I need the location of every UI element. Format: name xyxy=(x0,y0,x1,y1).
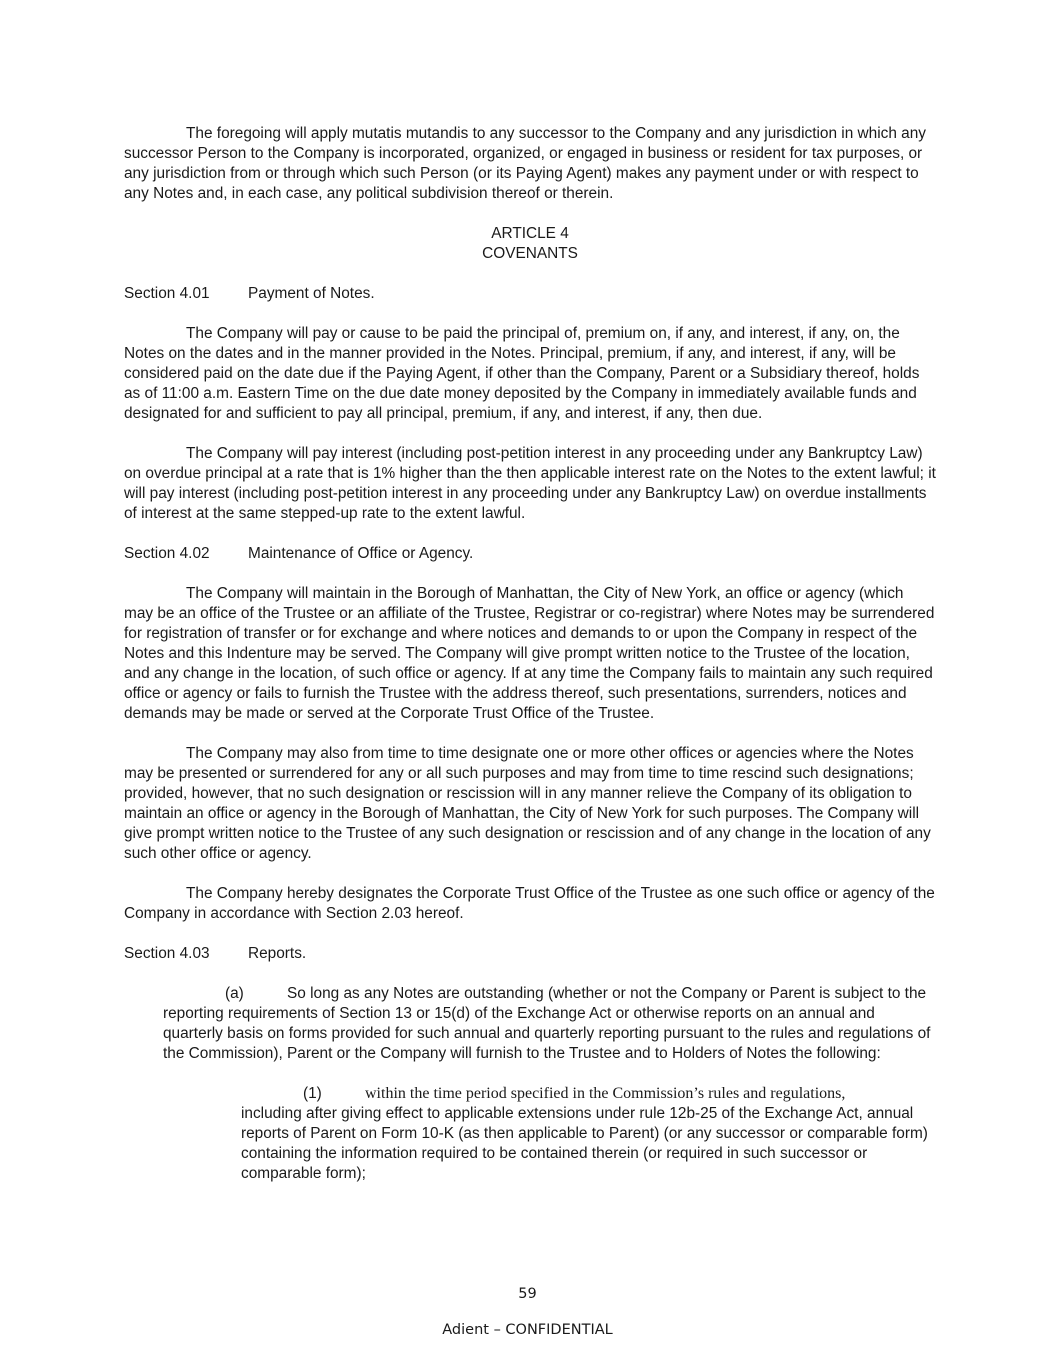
article-title: COVENANTS xyxy=(482,245,578,262)
section-title: Payment of Notes. xyxy=(248,285,375,302)
section-number: Section 4.02 xyxy=(124,545,210,562)
article-number: ARTICLE 4 xyxy=(491,225,569,242)
subsection-a xyxy=(163,984,936,1064)
subsection-text: So long as any Notes are outstanding (whether or not the Company or Parent is subject to the reporting requirements of Section 13 or 15(d) of the Exchange Act or otherwise reports on an annual and quarterly basis on forms provided for such annual and quarterly reporting pursuant to the rules and regulations of the Commission), Parent or the Company will furnish to the Trustee and to Holders of Notes the following: xyxy=(163,985,931,1062)
section-title: Maintenance of Office or Agency. xyxy=(248,545,474,562)
confidential-footer: Adient – CONFIDENTIAL xyxy=(442,1322,613,1338)
page-number: 59 xyxy=(518,1286,537,1302)
section-heading-4-03 xyxy=(124,944,936,964)
section-heading-4-01 xyxy=(124,284,936,304)
paragraph: The Company will pay interest (including post-petition interest in any proceeding under any Bankruptcy Law) on overdue principal at a rate that is 1% higher than the then applicable interest rate on the Notes to the extent lawful; it will pay interest (including post-petition interest in any proceeding under any Bankruptcy Law) on overdue installments of interest at the same stepped-up rate to the extent lawful. xyxy=(124,445,936,522)
clause-1 xyxy=(241,1084,936,1184)
intro-paragraph: The foregoing will apply mutatis mutandis to any successor to the Company and any jurisdiction in which any successor Person to the Company is incorporated, organized, or engaged in business or resident for tax purposes, or any jurisdiction from or through which such Person (or its Paying Agent) makes any payment under or with respect to any Notes and, in each case, any political subdivision thereof or therein. xyxy=(124,125,926,202)
document-page xyxy=(124,124,936,1204)
paragraph: The Company will maintain in the Borough of Manhattan, the City of New York, an office or agency (which may be an office of the Trustee or an affiliate of the Trustee, Registrar or co-registrar) where Notes may be surrendered for registration of transfer or for exchange and where notices and demands to or upon the Company in respect of the Notes and this Indenture may be served. The Company will give prompt written notice to the Trustee of the location, and any change in the location, of such office or agency. If at any time the Company fails to maintain any such required office or agency or fails to furnish the Trustee with the address thereof, such presentations, surrenders, notices and demands may be made or served at the Corporate Trust Office of the Trustee. xyxy=(124,585,935,722)
article-heading xyxy=(124,224,936,264)
section-number: Section 4.01 xyxy=(124,285,210,302)
paragraph: The Company hereby designates the Corporate Trust Office of the Trustee as one such office or agency of the Company in accordance with Section 2.03 hereof. xyxy=(124,885,935,922)
section-title: Reports. xyxy=(248,945,307,962)
section-heading-4-02 xyxy=(124,544,936,564)
paragraph: The Company will pay or cause to be paid the principal of, premium on, if any, and interest, if any, on, the Notes on the dates and in the manner provided in the Notes. Principal, premium, if any, and interest, if any, will be considered paid on the date due if the Paying Agent, if other than the Company, Parent or a Subsidiary thereof, holds as of 11:00 a.m. Eastern Time on the due date money deposited by the Company in immediately available funds and designated for and sufficient to pay all principal, premium, if any, and interest, if any, then due. xyxy=(124,325,920,422)
section-number: Section 4.03 xyxy=(124,945,210,962)
clause-text: including after giving effect to applicable extensions under rule 12b-25 of the Exchange Act, annual reports of Parent on Form 10-K (as then applicable to Parent) (or any successor or comparable form) containing the information required to be contained therein (or required in such successor or comparable form); xyxy=(241,1105,928,1182)
clause-label: (1) xyxy=(303,1085,322,1102)
subsection-label: (a) xyxy=(225,985,244,1002)
clause-lead-text: within the time period specified in the Commission’s rules and regulations, xyxy=(365,1085,846,1102)
paragraph: The Company may also from time to time designate one or more other offices or agencies where the Notes may be presented or surrendered for any or all such purposes and may from time to time rescind such designations; provided, however, that no such designation or rescission will in any manner relieve the Company of its obligation to maintain an office or agency in the Borough of Manhattan, the City of New York for such purposes. The Company will give prompt written notice to the Trustee of any such designation or rescission and of any change in the location of any such other office or agency. xyxy=(124,745,931,862)
